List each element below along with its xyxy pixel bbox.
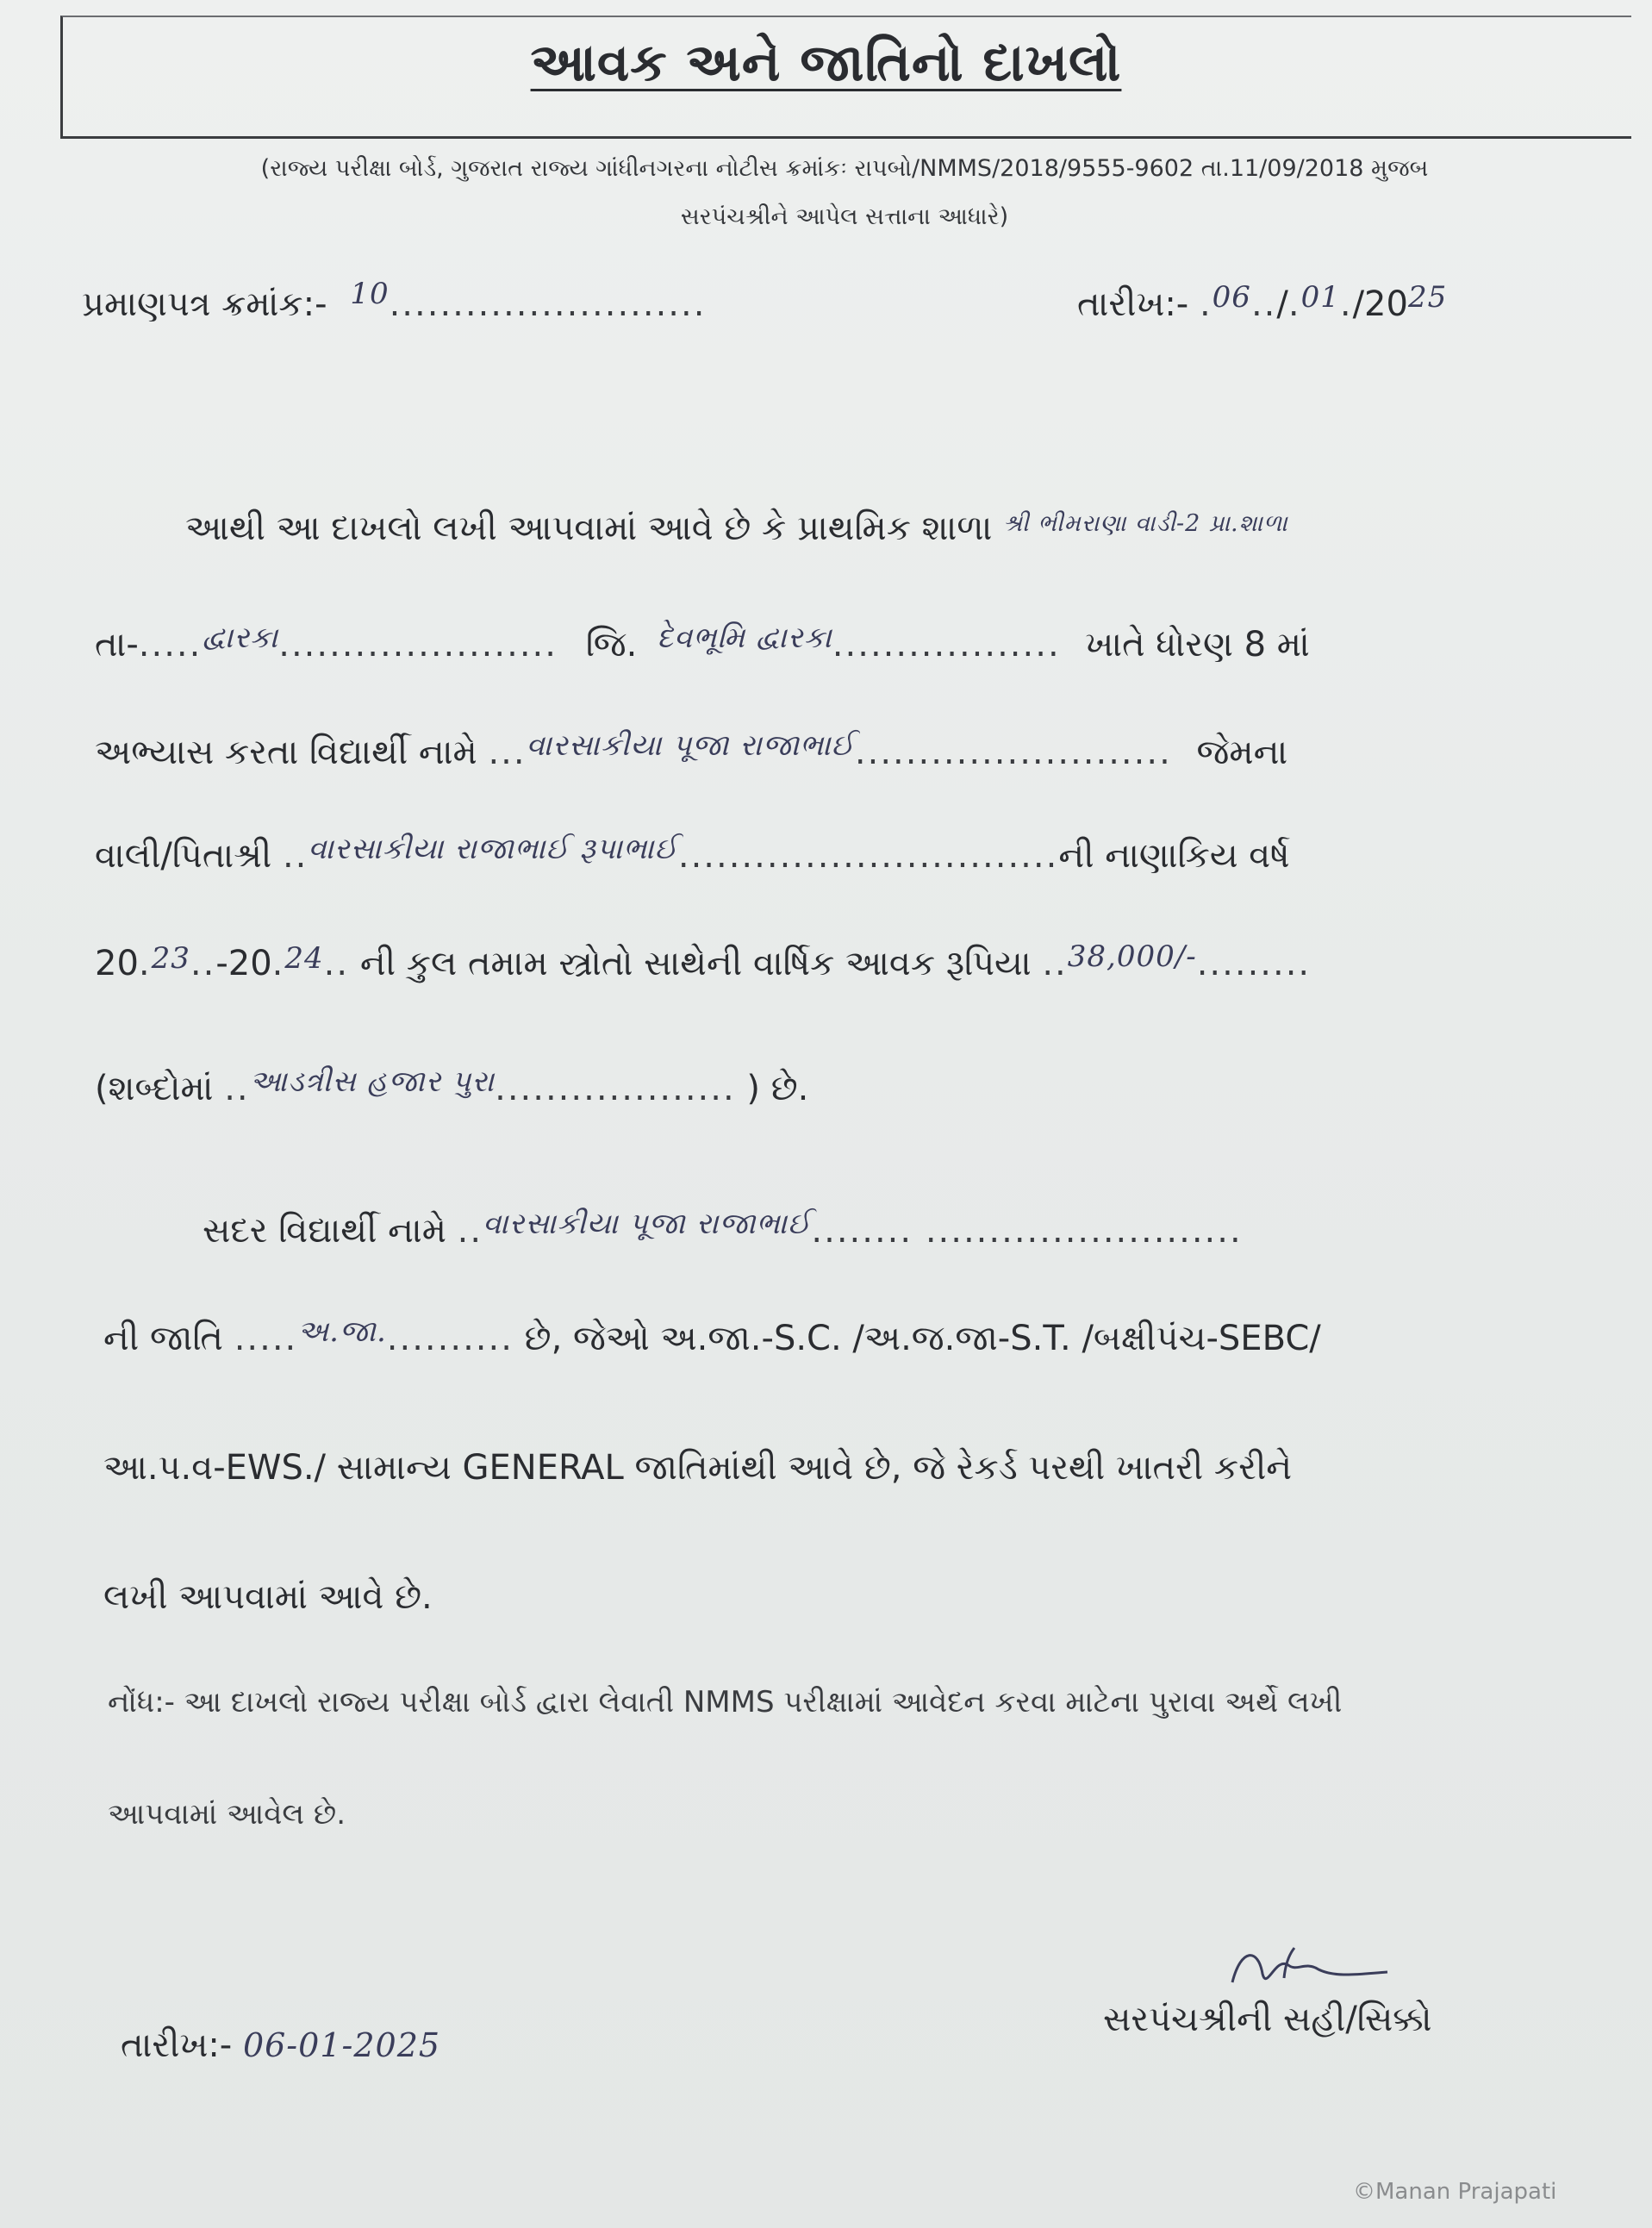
note-line-1: નોંધ:- આ દાખલો રાજ્ય પરીક્ષા બોર્ડ દ્વારા લેવાતી NMMS પરીક્ષામાં આવેદન કરવા માટેના પુરાવા અર્થે લખી (108, 1685, 1343, 1719)
financial-year-label: ની નાણાકિય વર્ષ (1058, 836, 1290, 876)
taluka-label: તા- (95, 625, 139, 665)
para1-line1 (185, 509, 1288, 548)
date-month: 01 (1300, 280, 1340, 315)
words-end: ) છે. (746, 1069, 809, 1108)
caste-label: ની જાતિ (103, 1319, 223, 1358)
bottom-date-value: 06-01-2025 (242, 2026, 441, 2064)
notice-line-2: સરપંચશ્રીને આપેલ સત્તાના આધારે) (680, 203, 1009, 230)
closing-text: લખી આપવામાં આવે છે. (103, 1577, 433, 1617)
bottom-date-row (121, 2025, 440, 2065)
words-label: (શબ્દોમાં (95, 1069, 214, 1108)
parent-label: વાલી/પિતાશ્રી (95, 836, 272, 876)
year-to-suffix: 24 (284, 941, 324, 976)
para2-line4 (103, 1577, 433, 1617)
income-text: ની કુલ તમામ સ્ત્રોતો સાથેની વાર્ષિક આવક રૂપિયા (359, 944, 1032, 983)
notice-line-1: (રાજ્ય પરીક્ષા બોર્ડ, ગુજરાત રાજ્ય ગાંધીનગરના નોટીસ ક્રમાંકઃ રાપબો/NMMS/2018/9555-9602 તા.11/09/2018 મુજબ (260, 155, 1429, 182)
certificate-number-label: પ્રમાણપત્ર ક્રમાંક:- (82, 284, 327, 324)
para1-line6: (શબ્દોમાં ..$^{આડત્રીસ હજાર પુરા}$................... ) છે. (95, 1064, 809, 1108)
para1-line2: તા-.....$^{દ્વારકા}$...................... જિ. $^{દેવભૂમિ દ્વારકા}$.................. ખાતે ધોરણ 8 માં (95, 621, 1310, 665)
bottom-date-label: તારીખ:- (121, 2025, 233, 2065)
date-day: 06 (1212, 280, 1251, 315)
notice-reference (129, 145, 1560, 241)
taluka-value: દ્વારકા (202, 621, 279, 655)
date-label: તારીખ:- (1077, 284, 1189, 324)
year-from-suffix: 23 (151, 941, 190, 976)
standard-text: ખાતે ધોરણ 8 માં (1085, 625, 1310, 665)
para1-line5: 20.23..-20.24.. ની કુલ તમામ સ્ત્રોતો સાથેની વાર્ષિક આવક રૂપિયા ..$^{38,000/-}$......... (95, 939, 1312, 983)
para1-line4: વાલી/પિતાશ્રી ..$^{વારસાકીયા રાજાભાઈ રૂપાભાઈ}$..............................ની નાણાકિય વર્ષ (95, 832, 1290, 876)
student-name: વારસાકીયા પૂજા રાજાભાઈ (526, 728, 855, 763)
note-line-2: આપવામાં આવેલ છે. (108, 1797, 346, 1832)
signature-scribble (1224, 1931, 1396, 2008)
caste-options: છે, જેઓ અ.જા.-S.C. /અ.જ.જા-S.T. /બક્ષીપંચ-SEBC/ (524, 1319, 1321, 1358)
parent-name: વારસાકીયા રાજાભાઈ રૂપાભાઈ (308, 832, 678, 866)
para1-text: આથી આ દાખલો લખી આપવામાં આવે છે કે પ્રાથમિક શાળા (185, 509, 993, 548)
income-value: 38,000/- (1067, 939, 1197, 974)
para1-line3: અભ્યાસ કરતા વિદ્યાર્થી નામે ...$^{વારસાકીયા પૂજા રાજાભાઈ}$......................... જેમના (95, 728, 1288, 772)
income-words: આડત્રીસ હજાર પુરા (249, 1064, 496, 1099)
caste-options-2: આ.પ.વ-EWS./ સામાન્ય GENERAL જાતિમાંથી આવે છે, જે રેકર્ડ પરથી ખાતરી કરીને (103, 1448, 1293, 1488)
para2-label: સદર વિદ્યાર્થી નામે (203, 1211, 446, 1251)
date-year-suffix: 25 (1407, 280, 1448, 315)
district-value: દેવભૂમિ દ્વારકા (657, 621, 832, 655)
year-from-prefix: 20 (95, 944, 139, 983)
para2-name: વારસાકીયા પૂજા રાજાભાઈ (483, 1207, 812, 1241)
date-year-prefix: 20 (1364, 284, 1408, 324)
certificate-number-value: 10 (350, 277, 390, 311)
copyright-watermark: ©Manan Prajapati (1353, 2179, 1557, 2205)
year-to-prefix: -20 (215, 944, 272, 983)
para2-line3 (103, 1448, 1292, 1488)
signature-label: સરપંચશ્રીની સહી/સિક્કો (1103, 2000, 1432, 2039)
district-label: જિ. (585, 625, 638, 665)
para2-line2: ની જાતિ .....$^{અ.જા.}$.......... છે, જેઓ અ.જા.-S.C. /અ.જ.જા-S.T. /બક્ષીપંચ-SEBC/ (103, 1314, 1321, 1358)
document-title: આવક અને જાતિનો દાખલો (530, 33, 1122, 93)
school-name: શ્રી ભીમરાણા વાડી-2 પ્રા.શાળા (1003, 510, 1288, 537)
date-row: તારીખ:- $.^{06}../.^{01}./20^{25}$ (1077, 280, 1448, 324)
para2-line1: સદર વિદ્યાર્થી નામે ..$^{વારસાકીયા પૂજા રાજાભાઈ}$........ ......................... (203, 1207, 1243, 1251)
caste-value: અ.જા. (297, 1314, 387, 1349)
jemna-text: જેમના (1196, 733, 1288, 772)
student-label: અભ્યાસ કરતા વિદ્યાર્થી નામે (95, 733, 477, 772)
certificate-number-row: પ્રમાણપત્ર ક્રમાંક:- $^{10}$......................... (82, 277, 707, 324)
